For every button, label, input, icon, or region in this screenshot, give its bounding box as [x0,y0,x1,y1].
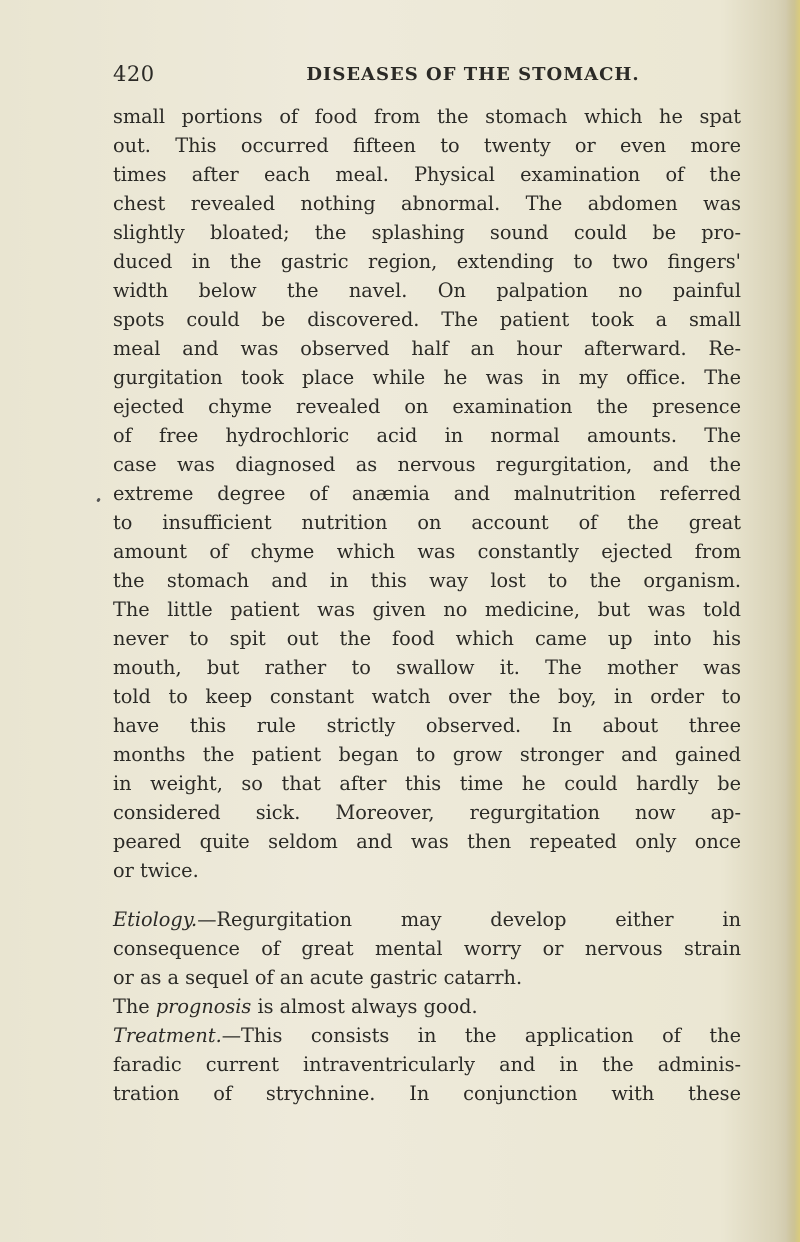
text-line: have this rule strictly observed. In about three [113,714,741,737]
text-line: meal and was observed half an hour afterward. Re- [113,337,741,360]
text-line: never to spit out the food which came up into his [113,627,741,650]
text-line: The little patient was given no medicine, but was told [113,598,741,621]
text-line: times after each meal. Physical examination of the [113,163,741,186]
paragraph-etiology [113,905,741,992]
print-speck [96,498,101,503]
paragraph-gap [113,885,741,905]
text-line: of free hydrochloric acid in normal amounts. The [113,424,741,447]
paragraph-prognosis [113,992,741,1021]
paragraph-case-report [113,102,741,885]
prognosis-term: prognosis [155,995,252,1018]
text-line: in weight, so that after this time he could hardly be [113,772,741,795]
text-line: months the patient began to grow stronger and gained [113,743,741,766]
prognosis-pre: The [113,995,156,1018]
text-line: considered sick. Moreover, regurgitation now ap- [113,801,741,824]
text-line: or twice. [113,859,199,882]
text-line: small portions of food from the stomach which he spat [113,105,741,128]
running-head: DISEASES OF THE STOMACH. [306,64,640,85]
text-line: extreme degree of anæmia and malnutrition referred [113,482,741,505]
text-line: to insufficient nutrition on account of the great [113,511,741,534]
paragraph-treatment [113,1021,741,1108]
text-line: amount of chyme which was constantly ejected from [113,540,741,563]
text-line: or as a sequel of an acute gastric catarrh. [113,966,523,989]
prognosis-post: is almost always good. [251,995,478,1018]
text-line: peared quite seldom and was then repeated only once [113,830,741,853]
text-line: faradic current intraventricularly and in the adminis- [113,1053,741,1076]
text-line: case was diagnosed as nervous regurgitation, and the [113,453,741,476]
text-line: ejected chyme revealed on examination the presence [113,395,741,418]
text-line [113,905,741,934]
text-line: out. This occurred fifteen to twenty or even more [113,134,741,157]
text-line: spots could be discovered. The patient took a small [113,308,741,331]
text-line: slightly bloated; the splashing sound could be pro- [113,221,741,244]
text-line: duced in the gastric region, extending to two fingers' [113,250,741,273]
page-edge [786,0,800,1242]
text-line [113,992,741,1021]
treatment-text: —This consists in the application of the [221,1024,741,1047]
text-line [113,1021,741,1050]
text-line: chest revealed nothing abnormal. The abdomen was [113,192,741,215]
etiology-text: —Regurgitation may develop either in [197,908,741,931]
treatment-heading: Treatment. [113,1024,222,1047]
text-line: consequence of great mental worry or nervous strain [113,937,741,960]
text-line: told to keep constant watch over the boy, in order to [113,685,741,708]
text-line: the stomach and in this way lost to the organism. [113,569,741,592]
text-line: tration of strychnine. In conjunction with these [113,1082,741,1105]
text-line: gurgitation took place while he was in my office. The [113,366,741,389]
body-text [113,102,741,1108]
page-number: 420 [113,62,155,86]
page-header [113,62,743,92]
text-line: mouth, but rather to swallow it. The mother was [113,656,741,679]
text-line: width below the navel. On palpation no painful [113,279,741,302]
etiology-heading: Etiology. [113,908,198,931]
